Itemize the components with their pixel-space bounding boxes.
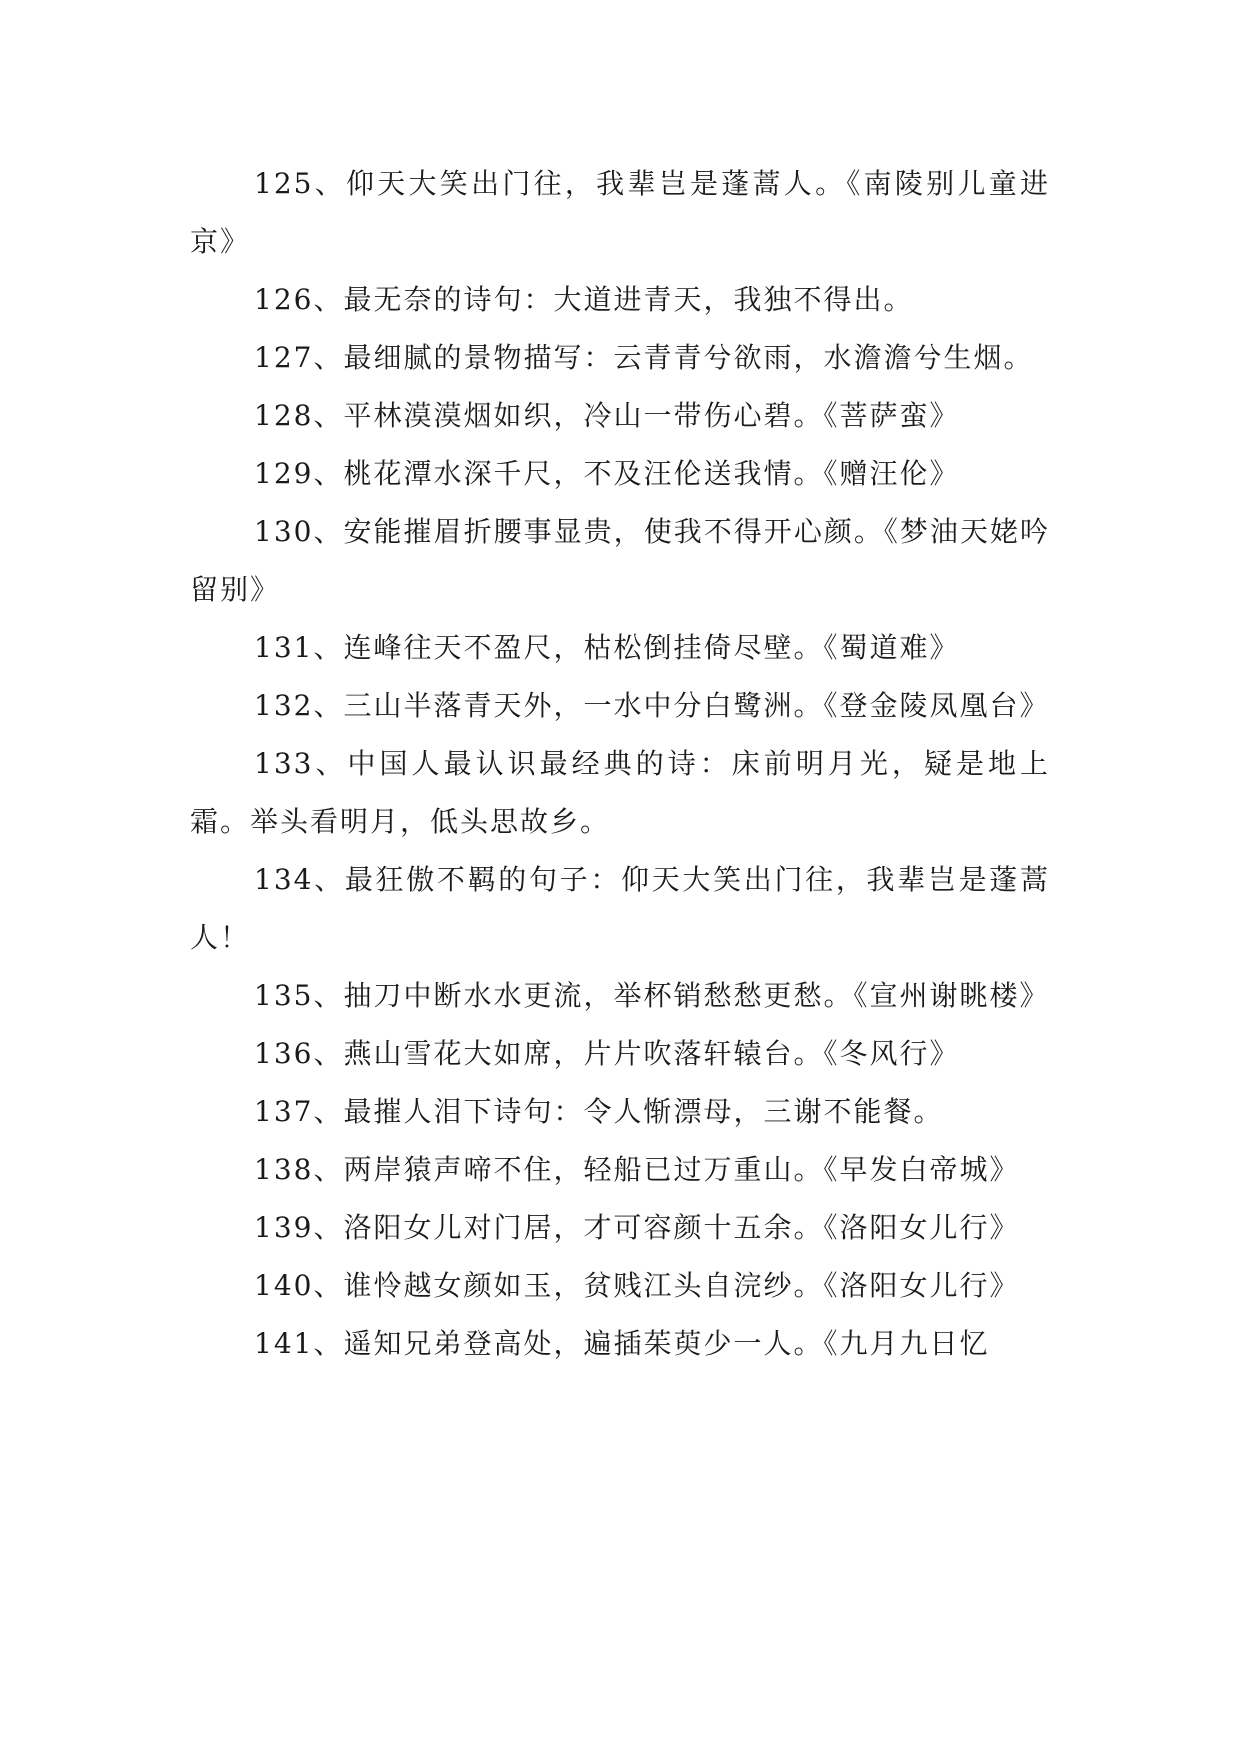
paragraph-133: 133、中国人最认识最经典的诗：床前明月光，疑是地上霜。举头看明月，低头思故乡。 <box>190 747 1050 838</box>
paragraph-131: 131、连峰往天不盈尺，枯松倒挂倚尽壁。《蜀道难》 <box>254 631 960 664</box>
paragraph-128: 128、平林漠漠烟如织，冷山一带伤心碧。《菩萨蛮》 <box>254 399 960 432</box>
paragraph-129: 129、桃花潭水深千尺，不及汪伦送我情。《赠汪伦》 <box>254 457 960 490</box>
paragraph-130: 130、安能摧眉折腰事显贵，使我不得开心颜。《梦油天姥吟留别》 <box>190 515 1050 606</box>
paragraph-126: 126、最无奈的诗句：大道进青天，我独不得出。 <box>254 283 914 316</box>
paragraph-137: 137、最摧人泪下诗句：令人惭漂母，三谢不能餐。 <box>254 1095 944 1128</box>
paragraph-139: 139、洛阳女儿对门居，才可容颜十五余。《洛阳女儿行》 <box>254 1211 1020 1244</box>
paragraph-135: 135、抽刀中断水水更流，举杯销愁愁更愁。《宣州谢眺楼》 <box>254 979 1050 1012</box>
document-body <box>190 155 1050 1373</box>
paragraph-140: 140、谁怜越女颜如玉，贫贱江头自浣纱。《洛阳女儿行》 <box>254 1269 1020 1302</box>
paragraph-125: 125、仰天大笑出门往，我辈岂是蓬蒿人。《南陵别儿童进京》 <box>190 167 1050 258</box>
paragraph-141: 141、遥知兄弟登高处，遍插茱萸少一人。《九月九日忆 <box>254 1327 990 1360</box>
paragraph-138: 138、两岸猿声啼不住，轻船已过万重山。《早发白帝城》 <box>254 1153 1020 1186</box>
paragraph-136: 136、燕山雪花大如席，片片吹落轩辕台。《冬风行》 <box>254 1037 960 1070</box>
paragraph-132: 132、三山半落青天外，一水中分白鹭洲。《登金陵凤凰台》 <box>254 689 1050 722</box>
paragraph-134: 134、最狂傲不羁的句子：仰天大笑出门往，我辈岂是蓬蒿人！ <box>190 863 1050 954</box>
paragraph-127: 127、最细腻的景物描写：云青青兮欲雨，水澹澹兮生烟。 <box>254 341 1034 374</box>
